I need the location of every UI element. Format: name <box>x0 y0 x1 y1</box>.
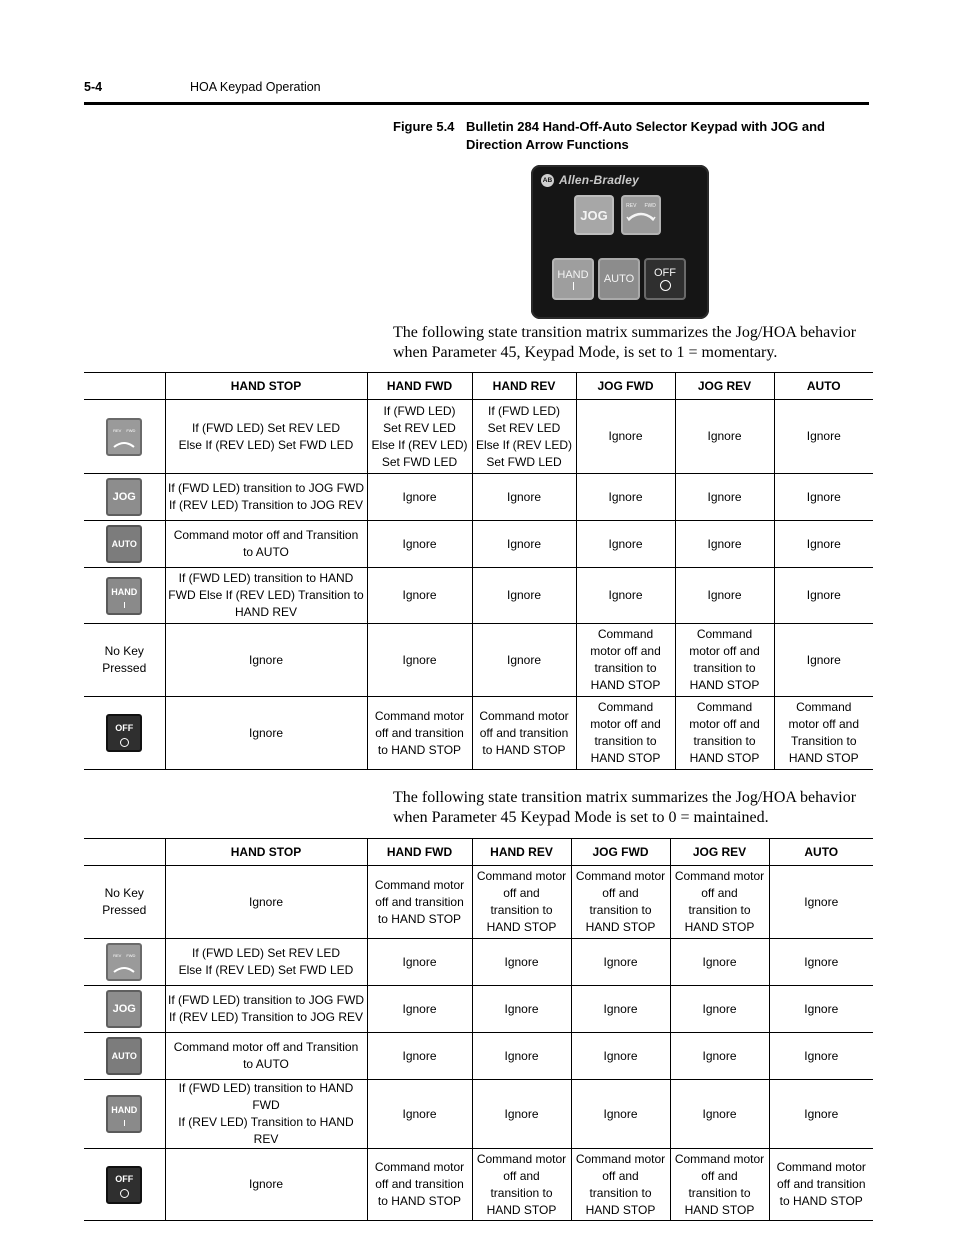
transition-matrix-maintained <box>84 838 873 1221</box>
cell-jog-rev: Ignore <box>675 521 774 568</box>
table-row <box>84 1033 873 1080</box>
keypad-direction-key <box>621 195 661 235</box>
cell-hand-stop: If (FWD LED) Set REV LED Else If (REV LED) Set FWD LED <box>165 400 367 474</box>
cell-hand-rev: Ignore <box>472 1033 571 1080</box>
keypad-hand-label: HAND <box>557 268 589 281</box>
keypad-jog-label: JOG <box>580 207 608 223</box>
key-cell <box>84 1033 165 1080</box>
cell-jog-fwd: Command motor off and transition to HAND STOP <box>576 624 675 697</box>
table-header-row <box>84 839 873 866</box>
key-cell <box>84 1149 165 1221</box>
direction-arrow-icon <box>106 418 142 456</box>
cell-jog-rev: Command motor off and transition to HAND STOP <box>675 624 774 697</box>
cell-jog-fwd: Ignore <box>576 521 675 568</box>
key-cell <box>84 400 165 474</box>
auto-key-icon <box>106 1037 142 1075</box>
header-hand-rev: HAND REV <box>472 373 576 400</box>
cell-jog-rev: Ignore <box>675 474 774 521</box>
allen-bradley-logo-icon: AB <box>541 174 554 187</box>
cell-auto: Ignore <box>769 1033 873 1080</box>
cell-jog-fwd: Ignore <box>576 568 675 624</box>
table-row <box>84 521 873 568</box>
rev-label: REV <box>113 427 122 433</box>
cell-hand-fwd: Ignore <box>367 474 472 521</box>
cell-hand-fwd: Ignore <box>367 986 472 1033</box>
cell-hand-rev: Ignore <box>472 568 576 624</box>
hand-label: HAND <box>111 1105 138 1115</box>
cell-hand-stop: Ignore <box>165 866 367 939</box>
cell-jog-fwd: Ignore <box>576 474 675 521</box>
cell-jog-fwd: Ignore <box>576 400 675 474</box>
keypad-brand-text: Allen-Bradley <box>559 173 639 187</box>
table-row <box>84 866 873 939</box>
cell-hand-rev: Ignore <box>472 521 576 568</box>
auto-label: AUTO <box>111 538 137 549</box>
cell-auto: Ignore <box>769 986 873 1033</box>
cell-hand-stop: Command motor off and Transition to AUTO <box>165 1033 367 1080</box>
cell-hand-fwd: Ignore <box>367 1080 472 1149</box>
paragraph-maintained: The following state transition matrix summarizes the Jog/HOA behavior when Parameter 45 Keypad Mode is set to 0 = maintained. <box>393 789 857 826</box>
header-jog-rev: JOG REV <box>670 839 769 866</box>
hand-key-icon <box>106 577 142 615</box>
key-cell <box>84 521 165 568</box>
cell-hand-stop: Ignore <box>165 1149 367 1221</box>
cell-jog-fwd: Command motor off and transition to HAND STOP <box>571 1149 670 1221</box>
cell-hand-stop: If (FWD LED) transition to JOG FWD If (REV LED) Transition to JOG REV <box>165 986 367 1033</box>
cell-jog-rev: Ignore <box>670 1080 769 1149</box>
cell-jog-rev: Command motor off and transition to HAND STOP <box>675 697 774 770</box>
cell-hand-stop: Ignore <box>165 624 367 697</box>
keypad-auto-key <box>598 258 640 300</box>
cell-hand-stop: If (FWD LED) transition to HAND FWD Else If (REV LED) Transition to HAND REV <box>165 568 367 624</box>
cell-hand-fwd: Ignore <box>367 568 472 624</box>
table-row <box>84 1080 873 1149</box>
table-row <box>84 624 873 697</box>
cell-auto: Command motor off and Transition to HAND STOP <box>774 697 873 770</box>
cell-auto: Ignore <box>774 568 873 624</box>
cell-auto: Ignore <box>769 939 873 986</box>
keypad-off-key <box>644 258 686 300</box>
cell-jog-rev: Ignore <box>675 568 774 624</box>
header-hand-fwd: HAND FWD <box>367 373 472 400</box>
paragraph-momentary: The following state transition matrix summarizes the Jog/HOA behavior when Parameter 45, Keypad Mode, is set to 1 = momentary. <box>393 324 857 361</box>
cell-auto: Ignore <box>769 866 873 939</box>
header-key <box>84 373 165 400</box>
cell-hand-rev: Command motor off and transition to HAND STOP <box>472 1149 571 1221</box>
cell-jog-rev: Ignore <box>670 1033 769 1080</box>
cell-hand-fwd: Ignore <box>367 521 472 568</box>
key-cell <box>84 939 165 986</box>
header-hand-stop: HAND STOP <box>165 839 367 866</box>
cell-hand-rev: Ignore <box>472 1080 571 1149</box>
hand-label: HAND <box>111 586 138 597</box>
direction-arrow-icon <box>626 209 656 221</box>
cell-hand-fwd: Ignore <box>367 624 472 697</box>
cell-hand-rev: Ignore <box>472 986 571 1033</box>
off-label: OFF <box>115 722 134 733</box>
cell-hand-rev: Ignore <box>472 474 576 521</box>
jog-label: JOG <box>112 490 136 503</box>
section-title: HOA Keypad Operation <box>190 80 321 94</box>
cell-hand-stop: If (FWD LED) transition to JOG FWD If (REV LED) Transition to JOG REV <box>165 474 367 521</box>
cell-hand-fwd: If (FWD LED) Set REV LED Else If (REV LED) Set FWD LED <box>367 400 472 474</box>
rev-label: REV <box>113 953 122 958</box>
cell-jog-fwd: Ignore <box>571 1033 670 1080</box>
key-cell <box>84 474 165 521</box>
off-ring-icon <box>660 280 671 291</box>
cell-jog-fwd: Command motor off and transition to HAND STOP <box>571 866 670 939</box>
keypad-jog-key <box>574 195 614 235</box>
header-hand-fwd: HAND FWD <box>367 839 472 866</box>
no-key-pressed-label: No Key Pressed <box>102 644 147 675</box>
key-cell <box>84 986 165 1033</box>
off-label: OFF <box>115 1174 134 1184</box>
header-jog-fwd: JOG FWD <box>576 373 675 400</box>
direction-arrow-icon <box>106 943 142 981</box>
header-hand-rev: HAND REV <box>472 839 571 866</box>
cell-jog-fwd: Command motor off and transition to HAND STOP <box>576 697 675 770</box>
cell-auto: Ignore <box>774 624 873 697</box>
hand-bar-icon <box>573 282 574 290</box>
cell-hand-rev: Ignore <box>472 624 576 697</box>
keypad-photo <box>531 165 709 319</box>
keypad-off-label: OFF <box>654 267 676 279</box>
cell-jog-fwd: Ignore <box>571 939 670 986</box>
jog-key-icon <box>106 990 142 1028</box>
cell-jog-rev: Ignore <box>675 400 774 474</box>
table-row <box>84 400 873 474</box>
cell-jog-fwd: Ignore <box>571 986 670 1033</box>
cell-auto: Ignore <box>769 1080 873 1149</box>
jog-label: JOG <box>112 1002 136 1015</box>
cell-hand-fwd: Command motor off and transition to HAND STOP <box>367 866 472 939</box>
figure-caption-text: Bulletin 284 Hand-Off-Auto Selector Keypad with JOG and Direction Arrow Functions <box>466 119 825 152</box>
cell-hand-fwd: Command motor off and transition to HAND STOP <box>367 697 472 770</box>
cell-auto: Ignore <box>774 400 873 474</box>
cell-hand-stop: If (FWD LED) Set REV LED Else If (REV LED) Set FWD LED <box>165 939 367 986</box>
cell-hand-rev: Command motor off and transition to HAND STOP <box>472 866 571 939</box>
header-auto: AUTO <box>774 373 873 400</box>
key-cell <box>84 568 165 624</box>
table-row <box>84 986 873 1033</box>
keypad-hand-key <box>552 258 594 300</box>
off-key-icon <box>106 1166 142 1204</box>
cell-hand-rev: Command motor off and transition to HAND STOP <box>472 697 576 770</box>
page-number: 5-4 <box>84 80 103 94</box>
cell-hand-stop: If (FWD LED) transition to HAND FWD If (REV LED) Transition to HAND REV <box>165 1080 367 1149</box>
cell-jog-rev: Ignore <box>670 939 769 986</box>
cell-hand-fwd: Ignore <box>367 939 472 986</box>
cell-auto: Ignore <box>774 521 873 568</box>
fwd-label: FWD <box>126 427 136 433</box>
cell-hand-rev: Ignore <box>472 939 571 986</box>
keypad-auto-label: AUTO <box>603 273 635 285</box>
cell-auto: Ignore <box>774 474 873 521</box>
table-row <box>84 939 873 986</box>
keypad-brand <box>541 172 639 188</box>
no-key-pressed-label: No Key Pressed <box>102 886 147 917</box>
cell-hand-fwd: Command motor off and transition to HAND STOP <box>367 1149 472 1221</box>
key-cell <box>84 1080 165 1149</box>
keypad-rev-label: REV <box>626 203 637 209</box>
table-row <box>84 568 873 624</box>
keypad-fwd-label: FWD <box>644 203 656 209</box>
key-cell <box>84 697 165 770</box>
table-row <box>84 474 873 521</box>
header-auto: AUTO <box>769 839 873 866</box>
key-cell <box>84 624 165 697</box>
off-key-icon <box>106 714 142 752</box>
table-row <box>84 697 873 770</box>
table-header-row <box>84 373 873 400</box>
cell-jog-rev: Command motor off and transition to HAND STOP <box>670 866 769 939</box>
cell-auto: Command motor off and transition to HAND STOP <box>769 1149 873 1221</box>
figure-number: Figure 5.4 <box>393 119 455 134</box>
auto-label: AUTO <box>111 1050 137 1061</box>
header-hand-stop: HAND STOP <box>165 373 367 400</box>
hand-key-icon <box>106 1095 142 1133</box>
cell-jog-rev: Ignore <box>670 986 769 1033</box>
key-cell <box>84 866 165 939</box>
transition-matrix-momentary <box>84 372 873 770</box>
header-jog-fwd: JOG FWD <box>571 839 670 866</box>
cell-hand-fwd: Ignore <box>367 1033 472 1080</box>
auto-key-icon <box>106 525 142 563</box>
cell-hand-stop: Command motor off and Transition to AUTO <box>165 521 367 568</box>
header-key <box>84 839 165 866</box>
cell-hand-stop: Ignore <box>165 697 367 770</box>
table-row <box>84 1149 873 1221</box>
cell-hand-rev: If (FWD LED) Set REV LED Else If (REV LED) Set FWD LED <box>472 400 576 474</box>
jog-key-icon <box>106 478 142 516</box>
fwd-label: FWD <box>126 953 136 958</box>
header-jog-rev: JOG REV <box>675 373 774 400</box>
cell-jog-fwd: Ignore <box>571 1080 670 1149</box>
header-rule <box>84 102 869 105</box>
cell-jog-rev: Command motor off and transition to HAND STOP <box>670 1149 769 1221</box>
